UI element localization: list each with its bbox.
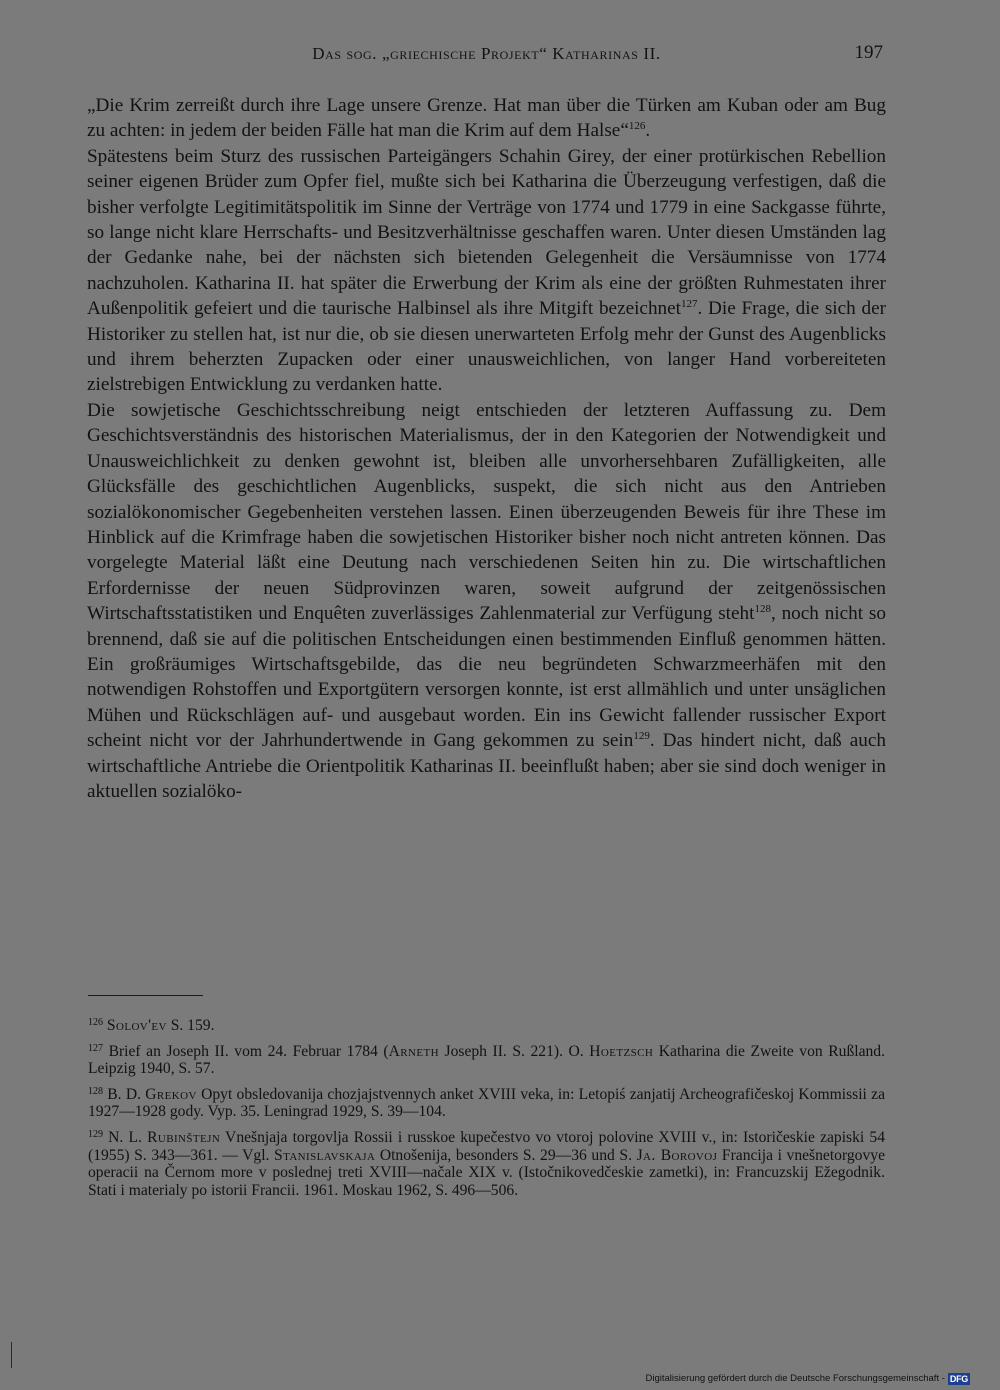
running-title: Das sog. „griechische Projekt“ Katharinas II.: [312, 44, 661, 63]
paragraph-text: . Das hindert nicht, daß auch wirtschaftliche Antriebe die Orientpolitik Katharinas II. beeinflußt haben; aber sie sind doch weniger in aktuellen sozialöko-: [87, 730, 886, 802]
digitization-credit: [645, 1371, 970, 1386]
footnote-ref: 128: [754, 603, 771, 616]
footnotes: [88, 1017, 885, 1207]
footnote-129: [88, 1129, 885, 1199]
footnote-number: 126: [88, 1017, 103, 1028]
body-paragraph: [87, 144, 886, 398]
paragraph-text: Spätestens beim Sturz des russischen Parteigängers Schahin Girey, der einer protürkischen Rebellion seiner eigenen Brüder zum Opfer fiel, mußte sich bei Katharina die Überzeugung verfestigen, daß die bisher verfolgte Legitimitätspolitik im Sinne der Verträge von 1774 und 1779 in eine Sackgasse führte, so lange nicht klare Herrschafts- und Besitzverhältnisse geschaffen waren. Unter diesen Umständen lag der Gedanke nahe, bei der nächsten sich bietenden Gelegenheit die Versäumnisse von 1774 nachzuholen. Katharina II. hat später die Erwerbung der Krim als eine der größten Ruhmestaten ihrer Außenpolitik gefeiert und die taurische Halbinsel als ihre Mitgift bezeichnet: [87, 145, 886, 320]
paragraph-text: Die sowjetische Geschichtsschreibung neigt entschieden der letzteren Auffassung zu. Dem Geschichtsverständnis des historischen Materialismus, der in den Kategorien der Notwendigkeit und Unausweichlichkeit zu denken gewohnt ist, bleiben alle unvorhersehbaren Zufälligkeiten, alle Glücksfälle des geschichtlichen Augenblicks, suspekt, die sich nicht aus den Antrieben sozialökonomischer Gegebenheiten verstehen lassen. Einen überzeugenden Beweis für ihre These im Hinblick auf die Krimfrage haben die sowjetischen Historiker bisher noch nicht antreten können. Das vorgelegte Material läßt eine Deutung nach verschiedenen Seiten hin zu. Die wirtschaftlichen Erfordernisse der neuen Südprovinzen waren, soweit aufgrund der zeitgenössischen Wirtschaftsstatistiken und Enquêten zuverlässiges Zahlenmaterial zur Verfügung steht: [87, 399, 886, 625]
footnote-126: [88, 1017, 885, 1035]
footnote-text: B. D.: [107, 1085, 146, 1103]
footnote-text: Brief an Joseph II. vom 24. Februar 1784 (: [108, 1042, 389, 1060]
footnote-author: Solov'ev: [106, 1017, 167, 1034]
paragraph-text: .: [645, 120, 651, 142]
dfg-logo-icon: DFG: [949, 1373, 968, 1384]
credit-text: Digitalisierung gefördert durch die Deutsche Forschungsgemeinschaft -: [645, 1373, 945, 1384]
footnote-127: [88, 1043, 885, 1078]
paragraph-text: . Die Frage, die sich der Historiker zu stellen hat, ist nur die, ob sie diesen unerwarteten Erfolg mehr der Gunst des Augenblicks und ihrem beherzten Zupacken oder einer unausweichlichen, von langer Hand vorbereiteten zielstrebigen Entwicklung zu verdanken hatte.: [87, 298, 886, 396]
footnote-author: Grekov: [145, 1085, 197, 1103]
footnote-ref: 127: [680, 298, 698, 311]
main-text: [87, 93, 886, 804]
footnote-author: Ja. Borovoj: [636, 1146, 718, 1164]
footnote-text: S. 159.: [166, 1017, 215, 1034]
footnote-text: Katharina die Zweite von Rußland. Leipzig 1940, S. 57.: [88, 1042, 885, 1078]
footnote-text: Opyt obsledovanija chozjajstvennych anket XVIII veka, in: Letopiś zanjatij Archeografičeskoj Kommissii za 1927—1928 gody. Vyp. 35. Leningrad 1929, S. 39—104.: [88, 1085, 885, 1121]
footnote-author: Arneth: [388, 1042, 439, 1060]
footnote-text: Francija i vnešnetorgovye operacii na Černom more v poslednej treti XVIII—načale XIX v. (Istočnikovedčeskie zametki), in: Francuzskij Ežegodnik. Stati i materialy po istorii Francii. 1961. Moskau 1962, S. 496—506.: [88, 1146, 885, 1199]
body-paragraph: [87, 398, 886, 805]
paragraph-text: „Die Krim zerreißt durch ihre Lage unsere Grenze. Hat man über die Türken am Kuban oder am Bug zu achten: in jedem der beiden Fälle hat man die Krim auf dem Halse“: [87, 95, 886, 142]
footnote-ref: 126: [628, 120, 646, 133]
footnote-number: 128: [88, 1085, 103, 1097]
footnote-text: Joseph II. S. 221). O.: [438, 1042, 590, 1060]
footnote-number: 129: [88, 1128, 103, 1140]
footnote-text: N. L.: [108, 1128, 148, 1146]
paragraph-text: , noch nicht so brennend, daß sie auf die politischen Entscheidungen einen bestimmenden Einfluß genommen hätten. Ein großräumiges Wirtschaftsgebilde, das die neu begründeten Schwarzmeerhäfen mit den notwendigen Rohstoffen und Exportgütern versorgen konnte, ist erst allmählich und unter unsäglichen Mühen und Rückschlägen auf- und ausgebaut worden. Ein ins Gewicht fallender russischer Export scheint nicht vor der Jahrhundertwende in Gang gekommen zu sein: [87, 603, 886, 752]
page-number: 197: [854, 42, 883, 63]
footnote-divider: [88, 995, 203, 996]
footnote-author: Rubinštejn: [147, 1128, 221, 1146]
page-header: [88, 44, 885, 70]
footnote-author: Hoetzsch: [589, 1042, 654, 1060]
margin-mark: [11, 1342, 12, 1368]
footnote-text: Vnešnjaja torgovlja Rossii i russkoe kupečestvo vo vtoroj polovine XVIII v., in: Istoričeskie zapiski 54 (1955) S. 343—361. — Vgl.: [88, 1128, 886, 1164]
footnote-number: 127: [88, 1042, 103, 1054]
footnote-ref: 129: [633, 730, 650, 743]
quote-paragraph: [87, 93, 886, 144]
footnote-128: [88, 1086, 885, 1121]
footnote-author: Stanislavskaja: [274, 1146, 376, 1164]
footnote-text: Otnošenija, besonders S. 29—36 und S.: [375, 1146, 637, 1164]
